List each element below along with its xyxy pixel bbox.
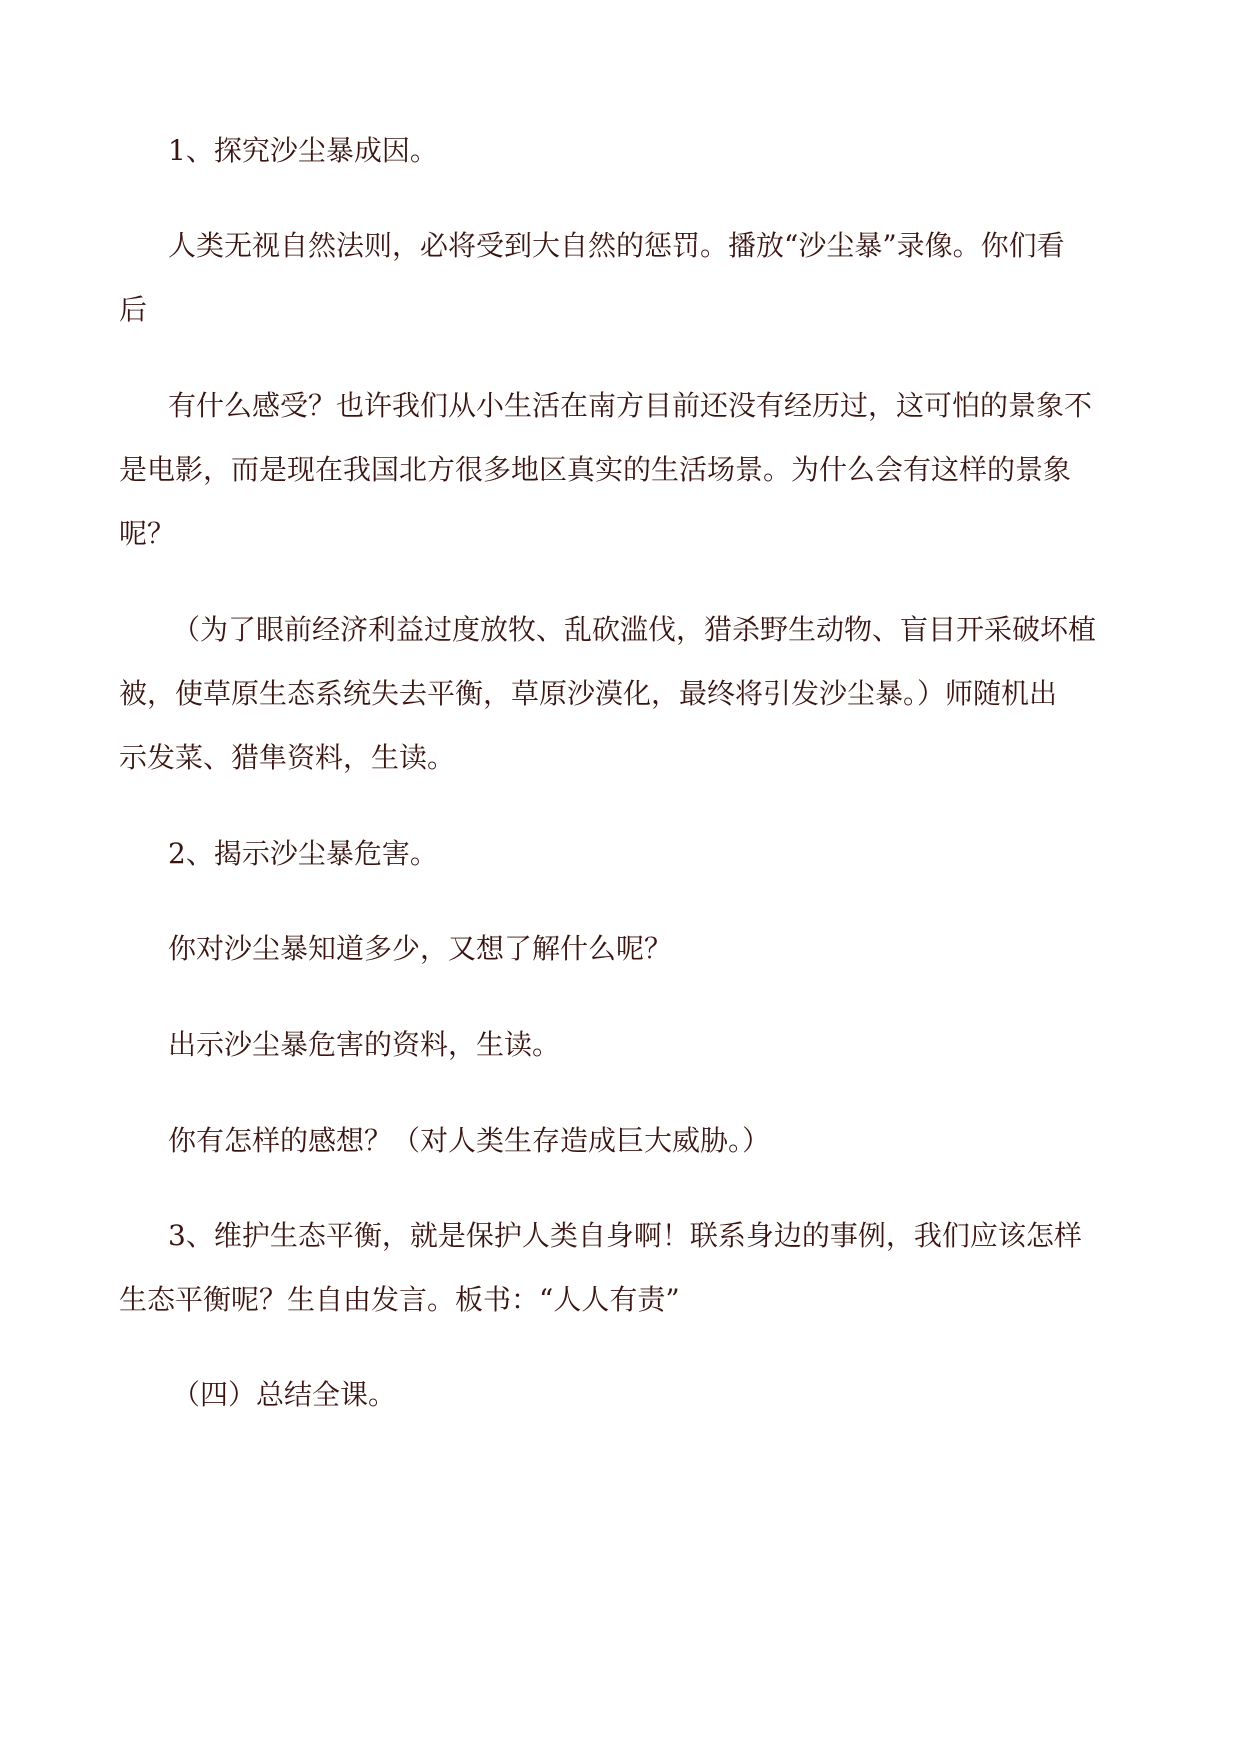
paragraph-line: 人类无视自然法则，必将受到大自然的惩罚。播放“沙尘暴”录像。你们看: [168, 229, 1065, 262]
paragraph-line: （为了眼前经济利益过度放牧、乱砍滥伐，猎杀野生动物、盲目开采破坏植: [172, 613, 1097, 646]
paragraph-line: 生态平衡呢？生自由发言。板书：“人人有责”: [119, 1283, 680, 1316]
paragraph-line: 你对沙尘暴知道多少，又想了解什么呢？: [168, 932, 673, 965]
paragraph-line: 后: [119, 293, 148, 326]
paragraph-line: 出示沙尘暴危害的资料，生读。: [168, 1028, 561, 1061]
paragraph-line: 有什么感受？也许我们从小生活在南方目前还没有经历过，这可怕的景象不: [168, 389, 1093, 422]
paragraph-line: 示发菜、猎隼资料，生读。: [119, 741, 456, 774]
paragraph-line: 是电影，而是现在我国北方很多地区真实的生活场景。为什么会有这样的景象: [119, 453, 1072, 486]
heading-summary: （四）总结全课。: [172, 1378, 397, 1411]
heading-protect: 3、维护生态平衡，就是保护人类自身啊！联系身边的事例，我们应该怎样: [168, 1219, 1082, 1252]
paragraph-line: 被，使草原生态系统失去平衡，草原沙漠化，最终将引发沙尘暴。）师随机出: [119, 677, 1058, 710]
paragraph-line: 你有怎样的感想？（对人类生存造成巨大威胁。）: [168, 1124, 771, 1157]
heading-cause: 1、探究沙尘暴成因。: [168, 134, 438, 167]
paragraph-line: 呢？: [119, 517, 176, 550]
heading-harm: 2、揭示沙尘暴危害。: [168, 837, 438, 870]
